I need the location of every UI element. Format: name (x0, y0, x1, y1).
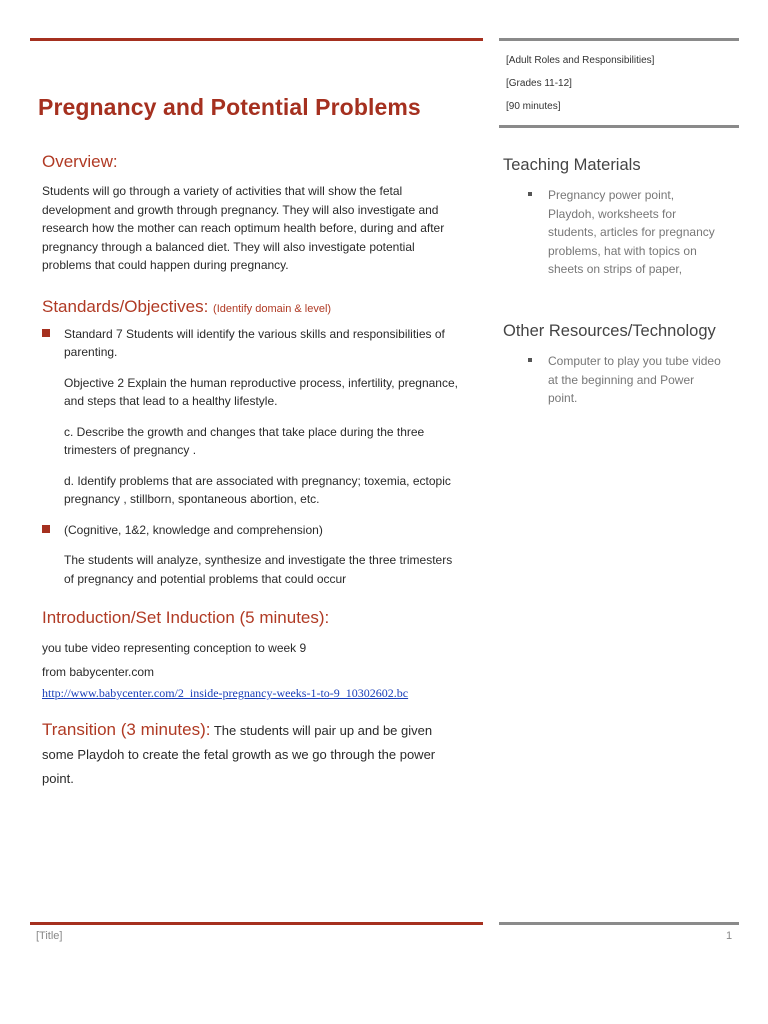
standards-heading (42, 297, 462, 317)
meta-rule-bottom (499, 125, 739, 128)
page-title: Pregnancy and Potential Problems (38, 94, 421, 120)
standard-7-text: Standard 7 Students will identify the various skills and responsibilities of parenting. (64, 326, 445, 359)
teaching-materials-item: Pregnancy power point, Playdoh, worksheets for students, articles for pregnancy problems, hat with topics on sheets on strips of paper, (503, 186, 723, 279)
overview-heading: Overview: (42, 152, 118, 171)
item-c-text: c. Describe the growth and changes that take place during the three trimesters of pregnancy . (64, 424, 425, 457)
footer-title: [Title] (36, 930, 63, 942)
introduction-line-2: from babycenter.com (42, 665, 155, 679)
footer-rule-right (499, 922, 739, 925)
other-resources-heading: Other Resources/Technology (503, 322, 716, 340)
transition-heading: Transition (3 minutes): (42, 720, 211, 739)
standards-bullet-1 (42, 325, 462, 362)
introduction-line-1: you tube video representing conception to week 9 (42, 641, 307, 655)
meta-duration: [90 minutes] (506, 101, 561, 112)
introduction-heading: Introduction/Set Induction (5 minutes): (42, 608, 330, 627)
sidebar-resources (503, 318, 723, 408)
transition-paragraph (42, 718, 462, 791)
standards-heading-text: Standards/Objectives: (42, 296, 209, 316)
babycenter-link[interactable]: http://www.babycenter.com/2_inside-pregnancy-weeks-1-to-9_10302602.bc (42, 686, 409, 700)
item-d-text: d. Identify problems that are associated with pregnancy; toxemia, ectopic pregnancy , stillborn, spontaneous abortion, etc. (64, 473, 451, 506)
main-column (42, 152, 462, 791)
meta-grades: [Grades 11-12] (506, 78, 572, 89)
cognitive-text: (Cognitive, 1&2, knowledge and comprehension) (64, 522, 323, 537)
sidebar-teaching (503, 152, 723, 279)
header-rule-right (499, 38, 739, 41)
meta-subject: [Adult Roles and Responsibilities] (506, 55, 655, 66)
analysis-text: The students will analyze, synthesize and investigate the three trimesters of pregnancy and potential problems that could occur (64, 553, 453, 586)
standards-note: (Identify domain & level) (213, 302, 332, 315)
transition-text: The students will pair up and be given some Playdoh to create the fetal growth as we go through the power point. (42, 723, 436, 786)
other-resources-item: Computer to play you tube video at the beginning and Power point. (503, 352, 723, 408)
header-rule-left (30, 38, 483, 41)
objective-2-text: Objective 2 Explain the human reproductive process, infertility, pregnance, and steps that lead to a healthy lifestyle. (64, 375, 458, 408)
standards-bullet-2 (42, 521, 462, 540)
teaching-materials-heading: Teaching Materials (503, 156, 641, 174)
footer-rule-left (30, 922, 483, 925)
page-number: 1 (726, 930, 733, 942)
overview-text: Students will go through a variety of activities that will show the fetal development and growth through pregnancy. They will also investigate and research how the mother can reach optimum health before, during and after pregnancy through a balanced diet. They will also investigate potential problems that could happen during pregnancy. (42, 184, 445, 272)
